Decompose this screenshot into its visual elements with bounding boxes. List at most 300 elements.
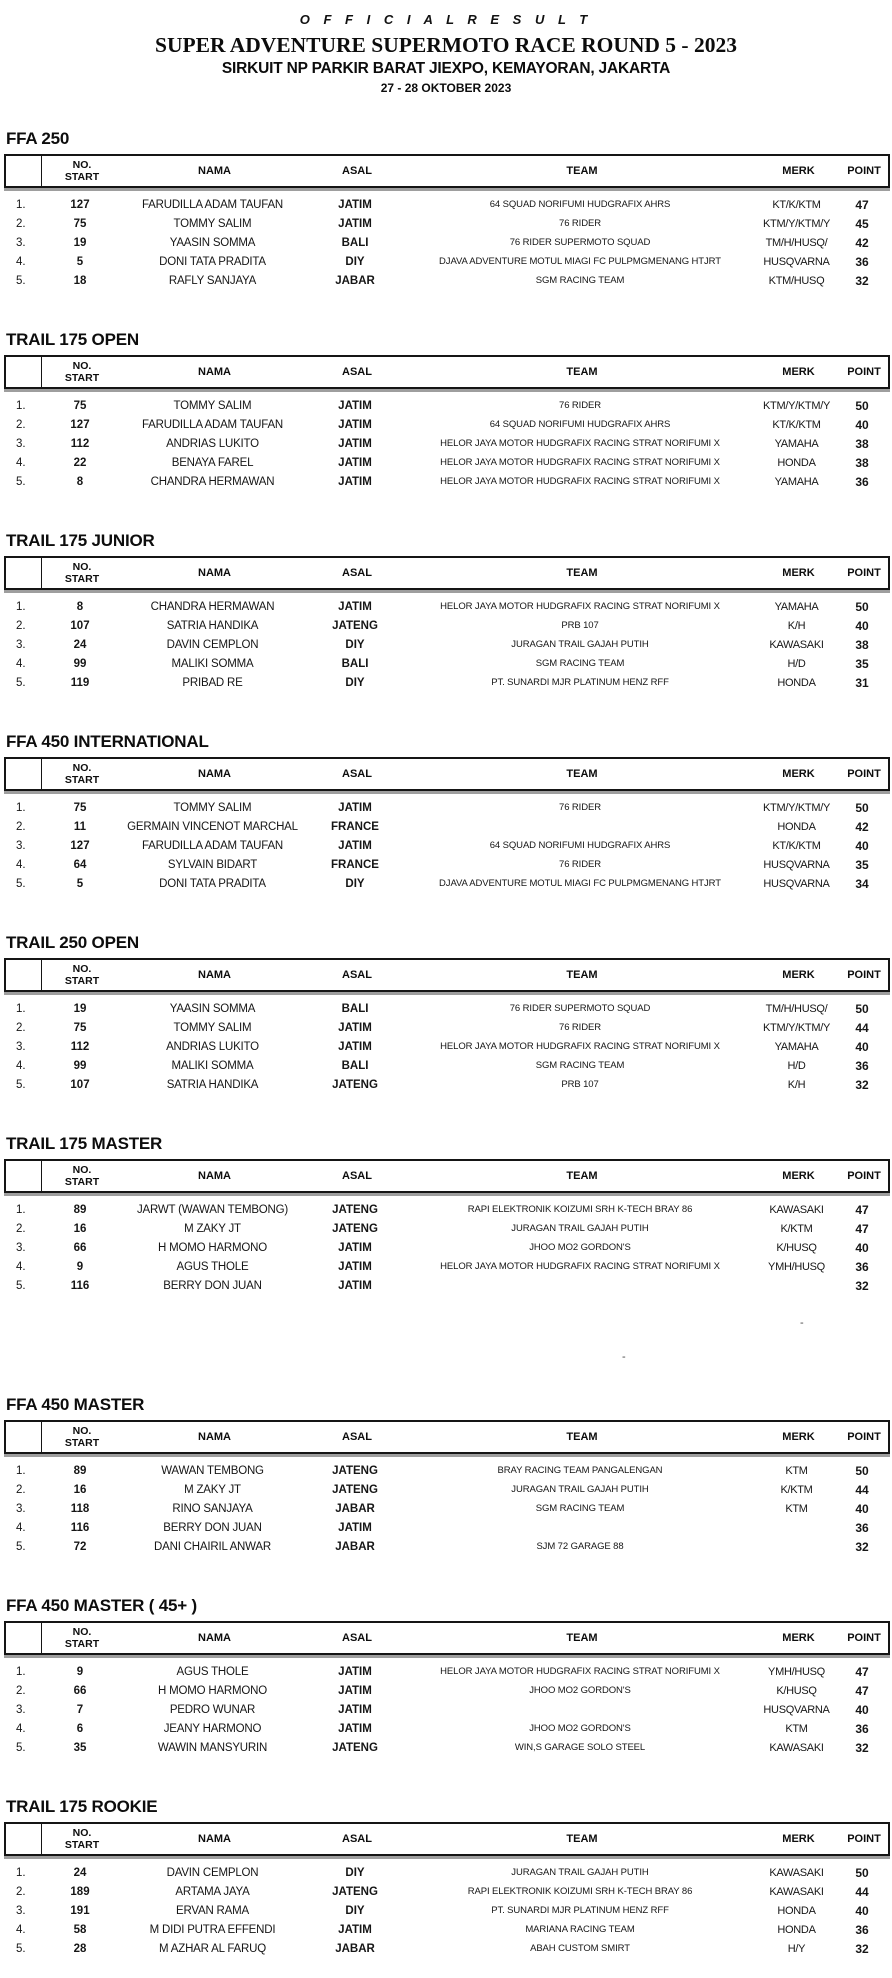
no-start-cell: 8 (76, 600, 84, 613)
rank-cell: 1. (16, 1866, 26, 1879)
rank-cell: 5. (16, 475, 26, 488)
col-header-team: TEAM (566, 1833, 598, 1845)
team-cell: ABAH CUSTOM SMIRT (530, 1943, 630, 1954)
merk-cell: K/HUSQ (776, 1684, 817, 1697)
col-header-asal: ASAL (342, 1833, 372, 1845)
merk-cell: KTM/Y/KTM/Y (763, 801, 830, 814)
col-header-merk: MERK (782, 768, 815, 780)
merk-cell: K/H (787, 1078, 806, 1091)
no-start-line1: NO. (72, 560, 92, 573)
point-cell: 38 (855, 637, 869, 652)
merk-cell: YAMAHA (774, 600, 819, 613)
no-start-cell: 127 (70, 418, 90, 431)
nama-cell: BENAYA FAREL (171, 456, 254, 469)
point-cell: 32 (855, 1539, 869, 1554)
nama-cell: SYLVAIN BIDART (167, 858, 258, 871)
rank-cell: 2. (16, 820, 26, 833)
team-cell: BRAY RACING TEAM PANGALENGAN (497, 1465, 663, 1476)
no-start-cell: 75 (73, 801, 87, 814)
result-section (4, 732, 890, 893)
table-body (4, 1200, 890, 1295)
table-row (4, 836, 886, 855)
team-cell: HELOR JAYA MOTOR HUDGRAFIX RACING STRAT NORIFUMI X (440, 1041, 720, 1052)
asal-cell: JATENG (332, 1222, 378, 1235)
col-header-no-start (42, 759, 122, 789)
no-start-cell: 72 (73, 1540, 87, 1553)
rank-cell: 5. (16, 877, 26, 890)
rank-cell: 5. (16, 1741, 26, 1754)
asal-cell: JATIM (338, 1260, 372, 1273)
nama-cell: ERVAN RAMA (176, 1904, 249, 1917)
asal-cell: BALI (341, 236, 369, 249)
col-header-point: POINT (847, 768, 881, 780)
merk-cell: K/KTM (780, 1483, 813, 1496)
no-start-line2: START (64, 1839, 100, 1851)
col-header-merk: MERK (782, 1170, 815, 1182)
no-start-line2: START (64, 774, 100, 786)
table-row (4, 1662, 886, 1681)
no-start-line1: NO. (72, 1424, 92, 1437)
no-start-line2: START (64, 1638, 100, 1650)
table-row (4, 271, 886, 290)
asal-cell: JATIM (338, 1703, 372, 1716)
table-row (4, 1461, 886, 1480)
nama-cell: SATRIA HANDIKA (166, 1078, 259, 1091)
point-cell: 36 (855, 1520, 869, 1535)
merk-cell: KAWASAKI (769, 1741, 824, 1754)
section-title: TRAIL 175 ROOKIE (6, 1797, 158, 1816)
nama-cell: H MOMO HARMONO (158, 1684, 267, 1697)
table-row (4, 1738, 886, 1757)
no-start-cell: 75 (73, 1021, 87, 1034)
rank-cell: 4. (16, 858, 26, 871)
asal-cell: JATENG (332, 1464, 378, 1477)
nama-cell: RINO SANJAYA (172, 1502, 253, 1515)
point-cell: 40 (855, 1501, 869, 1516)
nama-cell: M ZAKY JT (184, 1222, 241, 1235)
rank-cell: 3. (16, 839, 26, 852)
merk-cell: KTM/Y/KTM/Y (763, 399, 830, 412)
rank-cell: 5. (16, 1942, 26, 1955)
rank-cell: 4. (16, 1260, 26, 1273)
asal-cell: FRANCE (331, 820, 379, 833)
table-row (4, 434, 886, 453)
merk-cell: HUSQVARNA (763, 1703, 830, 1716)
table-header (4, 1822, 890, 1856)
nama-cell: FARUDILLA ADAM TAUFAN (141, 418, 284, 431)
point-cell: 36 (855, 1721, 869, 1736)
nama-cell: TOMMY SALIM (173, 399, 252, 412)
rank-cell: 1. (16, 198, 26, 211)
asal-cell: JABAR (335, 1502, 375, 1515)
no-start-cell: 64 (73, 858, 87, 871)
nama-cell: TOMMY SALIM (173, 801, 252, 814)
table-row (4, 855, 886, 874)
col-header-merk: MERK (782, 1431, 815, 1443)
merk-cell: HUSQVARNA (763, 877, 830, 890)
col-header-asal: ASAL (342, 366, 372, 378)
no-start-line1: NO. (72, 1163, 92, 1176)
section-title: TRAIL 250 OPEN (6, 933, 139, 952)
table-header (4, 355, 890, 389)
asal-cell: JATIM (338, 437, 372, 450)
rank-cell: 2. (16, 1222, 26, 1235)
col-header-no-start (42, 1422, 122, 1452)
rank-cell: 5. (16, 274, 26, 287)
team-cell: SGM RACING TEAM (535, 658, 625, 669)
table-row (4, 453, 886, 472)
nama-cell: AGUS THOLE (176, 1260, 249, 1273)
col-header-merk: MERK (782, 1632, 815, 1644)
point-cell: 36 (855, 474, 869, 489)
col-header-team: TEAM (566, 969, 598, 981)
no-start-cell: 8 (76, 475, 84, 488)
table-row (4, 1920, 886, 1939)
team-cell: HELOR JAYA MOTOR HUDGRAFIX RACING STRAT NORIFUMI X (440, 1261, 720, 1272)
team-cell: PT. SUNARDI MJR PLATINUM HENZ RFF (491, 677, 669, 688)
team-cell: HELOR JAYA MOTOR HUDGRAFIX RACING STRAT NORIFUMI X (440, 438, 720, 449)
point-cell: 36 (855, 1259, 869, 1274)
merk-cell: HONDA (777, 676, 816, 689)
result-section (4, 531, 890, 692)
rank-cell: 2. (16, 1021, 26, 1034)
table-row (4, 1499, 886, 1518)
asal-cell: JATIM (338, 456, 372, 469)
asal-cell: JATIM (338, 1684, 372, 1697)
table-row (4, 415, 886, 434)
point-cell: 36 (855, 1058, 869, 1073)
nama-cell: M DIDI PUTRA EFFENDI (149, 1923, 276, 1936)
team-cell: SJM 72 GARAGE 88 (536, 1541, 624, 1552)
merk-cell: K/KTM (780, 1222, 813, 1235)
nama-cell: PEDRO WUNAR (169, 1703, 256, 1716)
merk-cell: KTM/Y/KTM/Y (763, 217, 830, 230)
merk-cell: KTM (785, 1464, 808, 1477)
col-header-team: TEAM (566, 165, 598, 177)
table-row (4, 1018, 886, 1037)
asal-cell: JATIM (338, 801, 372, 814)
rank-cell: 4. (16, 657, 26, 670)
result-section (4, 330, 890, 491)
point-cell: 50 (855, 398, 869, 413)
section-title: TRAIL 175 MASTER (6, 1134, 163, 1153)
table-header (4, 556, 890, 590)
col-header-asal: ASAL (342, 1632, 372, 1644)
asal-cell: JABAR (335, 1942, 375, 1955)
merk-cell: HONDA (777, 1923, 816, 1936)
nama-cell: M ZAKY JT (184, 1483, 241, 1496)
col-header-team: TEAM (566, 1632, 598, 1644)
asal-cell: JATIM (338, 475, 372, 488)
col-header-point: POINT (847, 1833, 881, 1845)
col-header-no-start (42, 1623, 122, 1653)
asal-cell: BALI (341, 657, 369, 670)
merk-cell: TM/H/HUSQ/ (765, 1002, 828, 1015)
nama-cell: FARUDILLA ADAM TAUFAN (141, 198, 284, 211)
merk-cell: YAMAHA (774, 437, 819, 450)
rank-cell: 4. (16, 1521, 26, 1534)
rank-cell: 3. (16, 236, 26, 249)
rank-cell: 1. (16, 399, 26, 412)
team-cell: HELOR JAYA MOTOR HUDGRAFIX RACING STRAT NORIFUMI X (440, 1666, 720, 1677)
col-header-rank (6, 759, 42, 789)
rank-cell: 1. (16, 801, 26, 814)
asal-cell: JABAR (335, 1540, 375, 1553)
table-row (4, 1480, 886, 1499)
point-cell: 42 (855, 819, 869, 834)
asal-cell: JATIM (338, 418, 372, 431)
merk-cell: KTM (785, 1502, 808, 1515)
section-title: TRAIL 175 OPEN (6, 330, 139, 349)
point-cell: 40 (855, 618, 869, 633)
team-cell: HELOR JAYA MOTOR HUDGRAFIX RACING STRAT NORIFUMI X (440, 601, 720, 612)
merk-cell: H/Y (787, 1942, 806, 1955)
col-header-asal: ASAL (342, 969, 372, 981)
table-row (4, 817, 886, 836)
section-title: FFA 450 MASTER (6, 1395, 145, 1414)
nama-cell: DAVIN CEMPLON (166, 1866, 259, 1879)
col-header-nama: NAMA (198, 768, 231, 780)
col-header-nama: NAMA (198, 1632, 231, 1644)
table-body (4, 798, 890, 893)
team-cell: PRB 107 (561, 1079, 599, 1090)
merk-cell: YMH/HUSQ (768, 1665, 825, 1678)
col-header-rank (6, 1623, 42, 1653)
result-section (4, 1395, 890, 1556)
nama-cell: MALIKI SOMMA (171, 1059, 254, 1072)
stray-mark: - (622, 1351, 626, 1363)
table-body (4, 1863, 890, 1958)
document-header (0, 0, 892, 95)
nama-cell: YAASIN SOMMA (169, 1002, 256, 1015)
section-title: FFA 450 INTERNATIONAL (6, 732, 209, 751)
no-start-cell: 19 (73, 236, 87, 249)
asal-cell: JATENG (332, 1078, 378, 1091)
point-cell: 50 (855, 599, 869, 614)
team-cell: RAPI ELEKTRONIK KOIZUMI SRH K-TECH BRAY 86 (467, 1204, 693, 1215)
team-cell: JURAGAN TRAIL GAJAH PUTIH (511, 1867, 649, 1878)
table-row (4, 472, 886, 491)
merk-cell: KAWASAKI (769, 1885, 824, 1898)
col-header-nama: NAMA (198, 1170, 231, 1182)
col-header-team: TEAM (566, 567, 598, 579)
rank-cell: 4. (16, 255, 26, 268)
asal-cell: JATENG (332, 619, 378, 632)
no-start-cell: 127 (70, 198, 90, 211)
table-row (4, 1863, 886, 1882)
rank-cell: 4. (16, 1059, 26, 1072)
asal-cell: JATENG (332, 1203, 378, 1216)
table-row (4, 1037, 886, 1056)
nama-cell: ARTAMA JAYA (175, 1885, 250, 1898)
asal-cell: JATENG (332, 1885, 378, 1898)
no-start-line1: NO. (72, 158, 92, 171)
table-row (4, 1056, 886, 1075)
col-header-point: POINT (847, 165, 881, 177)
point-cell: 47 (855, 1221, 869, 1236)
no-start-cell: 16 (73, 1483, 87, 1496)
point-cell: 38 (855, 436, 869, 451)
nama-cell: DAVIN CEMPLON (166, 638, 259, 651)
merk-cell: K/HUSQ (776, 1241, 817, 1254)
merk-cell: KTM/Y/KTM/Y (763, 1021, 830, 1034)
rank-cell: 3. (16, 1703, 26, 1716)
no-start-line2: START (64, 372, 100, 384)
table-body (4, 195, 890, 290)
result-section (4, 1134, 890, 1295)
nama-cell: FARUDILLA ADAM TAUFAN (141, 839, 284, 852)
asal-cell: DIY (345, 877, 365, 890)
no-start-cell: 75 (73, 399, 87, 412)
col-header-rank (6, 156, 42, 186)
table-row (4, 1882, 886, 1901)
team-cell: HELOR JAYA MOTOR HUDGRAFIX RACING STRAT NORIFUMI X (440, 457, 720, 468)
table-row (4, 798, 886, 817)
nama-cell: RAFLY SANJAYA (168, 274, 257, 287)
col-header-rank (6, 558, 42, 588)
team-cell: JURAGAN TRAIL GAJAH PUTIH (511, 639, 649, 650)
col-header-asal: ASAL (342, 768, 372, 780)
no-start-line2: START (64, 1176, 100, 1188)
rank-cell: 2. (16, 619, 26, 632)
point-cell: 34 (855, 876, 869, 891)
team-cell: JURAGAN TRAIL GAJAH PUTIH (511, 1484, 649, 1495)
merk-cell: YAMAHA (774, 1040, 819, 1053)
rank-cell: 3. (16, 1904, 26, 1917)
col-header-point: POINT (847, 567, 881, 579)
merk-cell: H/D (787, 657, 806, 670)
no-start-cell: 9 (76, 1665, 84, 1678)
team-cell: JURAGAN TRAIL GAJAH PUTIH (511, 1223, 649, 1234)
rank-cell: 3. (16, 1502, 26, 1515)
nama-cell: BERRY DON JUAN (163, 1521, 262, 1534)
official-result-label: O F F I C I A L R E S U L T (299, 12, 593, 27)
point-cell: 32 (855, 1278, 869, 1293)
team-cell: 76 RIDER SUPERMOTO SQUAD (509, 1003, 651, 1014)
nama-cell: AGUS THOLE (176, 1665, 249, 1678)
table-header (4, 1420, 890, 1454)
no-start-cell: 112 (70, 1040, 90, 1053)
merk-cell: H/D (787, 1059, 806, 1072)
col-header-nama: NAMA (198, 1431, 231, 1443)
asal-cell: JATIM (338, 1040, 372, 1053)
table-row (4, 1719, 886, 1738)
merk-cell: HUSQVARNA (763, 858, 830, 871)
nama-cell: TOMMY SALIM (173, 1021, 252, 1034)
team-cell: MARIANA RACING TEAM (525, 1924, 635, 1935)
col-header-nama: NAMA (198, 366, 231, 378)
point-cell: 38 (855, 455, 869, 470)
nama-cell: CHANDRA HERMAWAN (150, 475, 275, 488)
asal-cell: JATIM (338, 1665, 372, 1678)
table-row (4, 874, 886, 893)
team-cell: 76 RIDER (559, 802, 601, 813)
team-cell: 76 RIDER (559, 1022, 601, 1033)
no-start-line2: START (64, 975, 100, 987)
team-cell: 64 SQUAD NORIFUMI HUDGRAFIX AHRS (489, 199, 671, 210)
table-body (4, 999, 890, 1094)
no-start-line2: START (64, 1437, 100, 1449)
result-section (4, 1797, 890, 1958)
no-start-cell: 5 (76, 255, 84, 268)
table-header (4, 1621, 890, 1655)
rank-cell: 2. (16, 418, 26, 431)
merk-cell: YMH/HUSQ (768, 1260, 825, 1273)
point-cell: 44 (855, 1884, 869, 1899)
table-row (4, 214, 886, 233)
table-row (4, 597, 886, 616)
point-cell: 32 (855, 1941, 869, 1956)
nama-cell: SATRIA HANDIKA (166, 619, 259, 632)
point-cell: 32 (855, 1740, 869, 1755)
point-cell: 50 (855, 1463, 869, 1478)
rank-cell: 5. (16, 1279, 26, 1292)
table-row (4, 1518, 886, 1537)
table-row (4, 252, 886, 271)
point-cell: 31 (855, 675, 869, 690)
section-title: FFA 450 MASTER ( 45+ ) (6, 1596, 197, 1615)
rank-cell: 5. (16, 676, 26, 689)
asal-cell: JATIM (338, 1021, 372, 1034)
no-start-cell: 191 (70, 1904, 90, 1917)
no-start-cell: 19 (73, 1002, 87, 1015)
rank-cell: 3. (16, 1241, 26, 1254)
table-row (4, 1700, 886, 1719)
merk-cell: K/H (787, 619, 806, 632)
no-start-cell: 16 (73, 1222, 87, 1235)
nama-cell: M AZHAR AL FARUQ (159, 1942, 266, 1955)
no-start-cell: 119 (70, 676, 90, 689)
team-cell: 64 SQUAD NORIFUMI HUDGRAFIX AHRS (489, 419, 671, 430)
no-start-cell: 24 (73, 638, 87, 651)
col-header-merk: MERK (782, 165, 815, 177)
nama-cell: YAASIN SOMMA (169, 236, 256, 249)
no-start-cell: 22 (73, 456, 87, 469)
asal-cell: DIY (345, 255, 365, 268)
col-header-team: TEAM (566, 1431, 598, 1443)
no-start-line2: START (64, 573, 100, 585)
table-row (4, 673, 886, 692)
nama-cell: H MOMO HARMONO (158, 1241, 267, 1254)
asal-cell: JATIM (338, 1722, 372, 1735)
rank-cell: 3. (16, 437, 26, 450)
table-row (4, 1939, 886, 1958)
table-row (4, 999, 886, 1018)
nama-cell: GERMAIN VINCENOT MARCHAL (127, 820, 298, 833)
team-cell: 64 SQUAD NORIFUMI HUDGRAFIX AHRS (489, 840, 671, 851)
event-date: 27 - 28 OKTOBER 2023 (380, 81, 512, 95)
point-cell: 44 (855, 1482, 869, 1497)
no-start-cell: 24 (73, 1866, 87, 1879)
result-section (4, 933, 890, 1094)
merk-cell: HONDA (777, 456, 816, 469)
col-header-team: TEAM (566, 1170, 598, 1182)
result-section (4, 129, 890, 290)
no-start-cell: 116 (70, 1521, 90, 1534)
col-header-rank (6, 1824, 42, 1854)
point-cell: 42 (855, 235, 869, 250)
table-body (4, 1662, 890, 1757)
asal-cell: DIY (345, 676, 365, 689)
rank-cell: 1. (16, 600, 26, 613)
point-cell: 47 (855, 197, 869, 212)
merk-cell: KAWASAKI (769, 1203, 824, 1216)
team-cell: RAPI ELEKTRONIK KOIZUMI SRH K-TECH BRAY 86 (467, 1886, 693, 1897)
col-header-rank (6, 960, 42, 990)
col-header-nama: NAMA (198, 165, 231, 177)
no-start-cell: 7 (76, 1703, 84, 1716)
table-row (4, 1219, 886, 1238)
